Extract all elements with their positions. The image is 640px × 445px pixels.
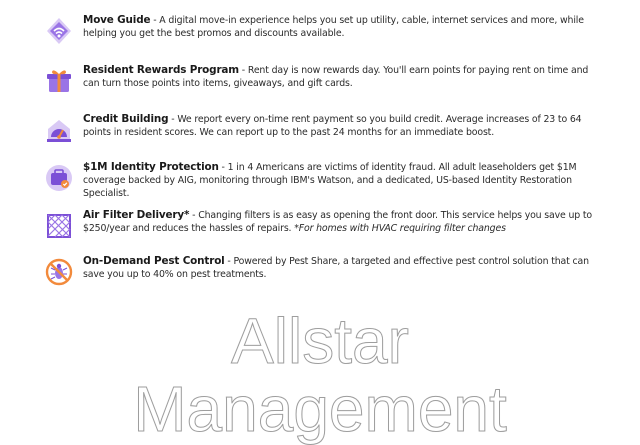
service-title: On-Demand Pest Control [83, 255, 225, 267]
service-title: Move Guide [83, 14, 151, 26]
service-description: Powered by Pest Share, a targeted and effective pest control solution that can save you up to 40% on pest treatments. [83, 256, 589, 280]
service-title: $1M Identity Protection [83, 161, 219, 173]
service-title: Air Filter Delivery* [83, 209, 190, 221]
service-separator: - [168, 114, 178, 125]
service-separator: - [218, 162, 228, 173]
service-separator: - [150, 15, 160, 26]
identity-shield-icon [44, 163, 74, 193]
service-description: Changing filters is as easy as opening the front door. This service helps you save up to $250/year and reduces the hassles of repairs. [83, 210, 593, 234]
service-separator: - [238, 65, 248, 76]
service-separator: - [189, 210, 199, 221]
service-text [83, 255, 604, 281]
service-description: Rent day is now rewards day. You'll earn points for paying rent on time and can turn those points into items, giveaways, and gift cards. [83, 65, 589, 89]
service-item-resident-rewards [44, 64, 604, 96]
service-title: Resident Rewards Program [83, 64, 239, 76]
service-item-identity-protection [44, 161, 604, 200]
service-description: We report every on-time rent payment so you build credit. Average increases of 23 to 64 points in resident scores. We can report up to the past 24 months for an immediate boost. [83, 114, 582, 138]
gift-icon [44, 66, 74, 96]
service-text [83, 209, 604, 235]
service-text [83, 113, 604, 139]
service-item-pest-control [44, 255, 604, 287]
no-pest-icon [44, 257, 74, 287]
credit-gauge-icon [44, 115, 74, 145]
service-description: A digital move-in experience helps you set up utility, cable, internet services and more, while helping you get the best promos and discounts available. [83, 15, 584, 39]
air-filter-icon [44, 211, 74, 241]
service-description: 1 in 4 Americans are victims of identity fraud. All adult leaseholders get $1M coverage backed by AIG, monitoring through IBM's Watson, and a dedicated, US-based Identity Restoration Specialist. [83, 162, 577, 199]
service-text [83, 161, 604, 200]
service-item-move-guide [44, 14, 604, 46]
service-text [83, 14, 604, 40]
house-signal-icon [44, 16, 74, 46]
service-item-air-filter [44, 209, 604, 241]
service-footnote: *For homes with HVAC requiring filter changes [294, 223, 506, 234]
watermark-line-2: Management [133, 373, 507, 445]
service-separator: - [224, 256, 234, 267]
service-text [83, 64, 604, 90]
service-title: Credit Building [83, 113, 169, 125]
service-item-credit-building [44, 113, 604, 145]
watermark-line-1: Allstar [231, 305, 409, 377]
